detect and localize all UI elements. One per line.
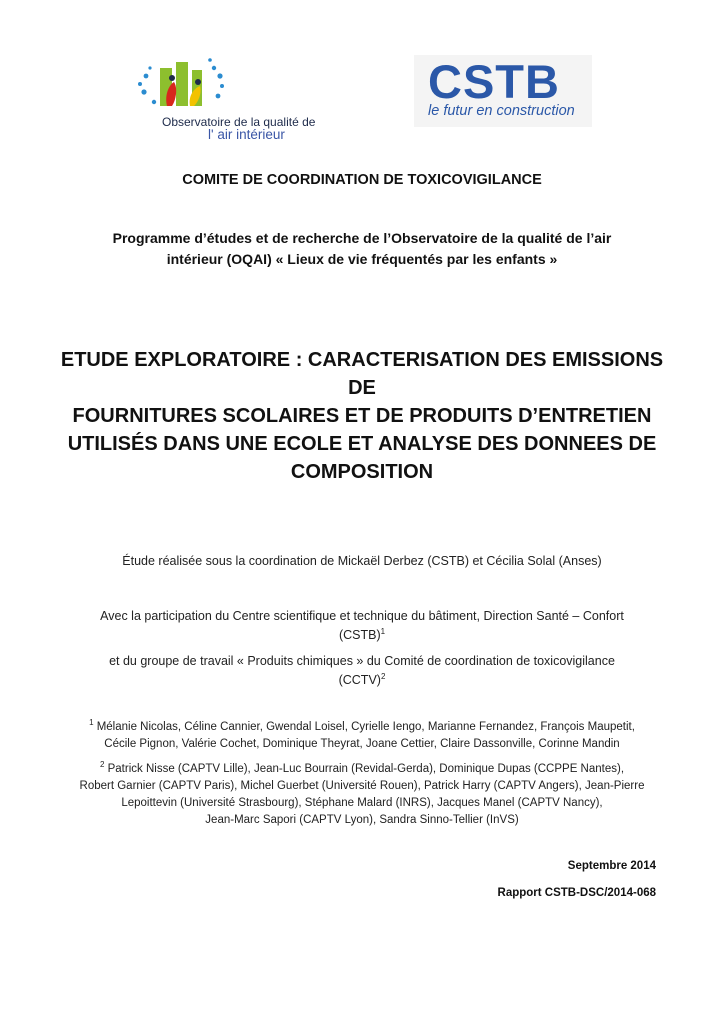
report-title [60, 346, 664, 486]
footnote-ref-1: 1 [380, 626, 386, 636]
committee-heading: COMITE DE COORDINATION DE TOXICOVIGILANCE [182, 172, 542, 188]
title-line3: UTILISÉS DANS UNE ECOLE ET ANALYSE DES DONNEES DE [67, 433, 657, 455]
title-line1: ETUDE EXPLORATOIRE : CARACTERISATION DES EMISSIONS DE [60, 349, 664, 399]
members1-line2: Cécile Pignon, Valérie Cochet, Dominique Theyrat, Joane Cettier, Claire Dassonville, Corinne Mandin [104, 738, 620, 750]
oqai-logo [134, 54, 334, 144]
members2-line3: Lepoittevin (Université Strasbourg), Stéphane Malard (INRS), Jacques Manel (CAPTV Nancy), [121, 797, 603, 809]
oqai-emblem-icon [134, 54, 334, 114]
working-group-statement [70, 652, 654, 690]
members2-line4: Jean-Marc Sapori (CAPTV Lyon), Sandra Sinno-Tellier (InVS) [205, 814, 519, 826]
footnote-mark-2: 2 [99, 760, 105, 770]
report-date: Septembre 2014 [567, 860, 656, 872]
title-line4: COMPOSITION [290, 461, 434, 483]
members1-line1: Mélanie Nicolas, Céline Cannier, Gwendal Loisel, Cyrielle Iengo, Marianne Fernandez, François Maupetit, [93, 721, 635, 733]
program-line1: Programme d’études et de recherche de l’Observatoire de la qualité de l’air [112, 230, 612, 246]
cctv-members-list [50, 761, 674, 829]
cstb-members-list [60, 719, 664, 753]
footnote-mark-1: 1 [89, 718, 94, 728]
members2-line2: Robert Garnier (CAPTV Paris), Michel Guerbet (Université Rouen), Patrick Harry (CAPTV Angers), Jean-Pierre [79, 780, 645, 792]
participation-statement [70, 607, 654, 645]
program-line2: intérieur (OQAI) « Lieux de vie fréquentés par les enfants » [166, 251, 558, 267]
group-line2: (CCTV) [338, 673, 381, 687]
cstb-tagline: le futur en construction [428, 103, 575, 119]
report-number: Rapport CSTB-DSC/2014-068 [497, 887, 656, 899]
oqai-name-line2: l' air intérieur [208, 127, 285, 142]
group-line1: et du groupe de travail « Produits chimiques » du Comité de coordination de toxicovigilance [109, 654, 615, 668]
members2-line1: Patrick Nisse (CAPTV Lille), Jean-Luc Bourrain (Revidal-Gerda), Dominique Dupas (CCPPE Nantes), [104, 763, 625, 775]
program-subtitle [90, 228, 634, 270]
footnote-ref-2: 2 [380, 671, 386, 681]
coordination-statement: Étude réalisée sous la coordination de Mickaël Derbez (CSTB) et Cécilia Solal (Anses) [122, 554, 602, 568]
cstb-wordmark: CSTB [428, 55, 560, 108]
participation-line1: Avec la participation du Centre scientifique et technique du bâtiment, Direction Santé – Confort [100, 609, 624, 623]
oqai-name-line1: Observatoire de la qualité de [162, 115, 316, 129]
title-line2: FOURNITURES SCOLAIRES ET DE PRODUITS D’ENTRETIEN [72, 405, 652, 427]
participation-line2: (CSTB) [338, 628, 381, 642]
cstb-logo [414, 55, 592, 127]
